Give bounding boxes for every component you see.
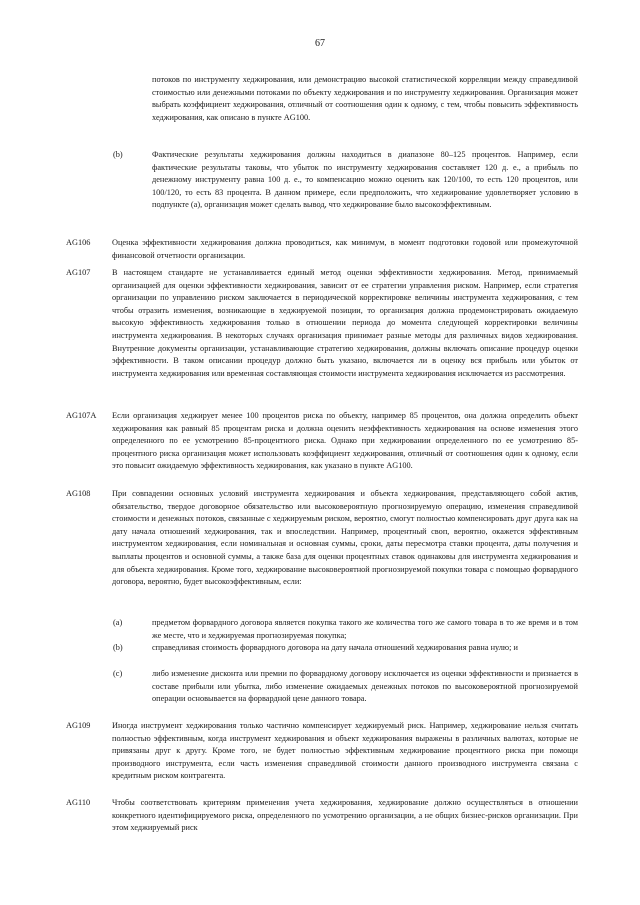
ag108-item-c-text: либо изменение дисконта или премии по форвардному договору исключается из оценки эффективности и признается в составе прибыли или убытка, либо изменение ожидаемых денежных потоков по высоковероятной прогнозируемой операции основывается на форвардной цене данного товара.: [152, 669, 578, 704]
paragraph-label-ag107: AG107: [66, 268, 91, 277]
paragraph-label-ag107a: AG107A: [66, 411, 97, 420]
paragraph-label-ag106: AG106: [66, 238, 91, 247]
intro-continuation: потоков по инструменту хеджирования, или демонстрацию высокой статистической корреляции между справедливой стоимостью или денежными потоками по объекту хеджирования и по инструменту хеджирования. Организация может выбрать коэффициент хеджирования, отличный от соотношения один к одному, с тем, чтобы повысить эффективность хеджирования, как описано в пункте AG100.: [152, 75, 578, 122]
page-number: 67: [315, 38, 325, 49]
paragraph-text-ag107: В настоящем стандарте не устанавливается единый метод оценки эффективности хеджирования. Метод, принимаемый организацией для оценки эффективности хеджирования, зависит от ее стратегии управления риском. Например, если стратегия организации по управлению риском заключается в периодической корректировке величины инструмента хеджирования, с тем чтобы отразить изменения, возникающие в хеджируемой позиции, то организация должна продемонстрировать ожидаемую высокую эффективность хеджирования только в отношении периода до момента следующей корректировки величины инструмента хеджирования. В некоторых случаях организация принимает разные методы для различных видов хеджирования. Внутренние документы организации, устанавливающие стратегию хеджирования, должны включать описание процедур оценки эффективности. В таком описании процедур должно быть указано, включается ли в оценку вся прибыль или убыток от инструмента хеджирования или временная составляющая стоимости инструмента хеджирования исключается из рассмотрения.: [112, 268, 578, 378]
item-b-label: (b): [113, 150, 123, 159]
paragraph-text-ag108: При совпадении основных условий инструмента хеджирования и объекта хеджирования, представляющего собой актив, обязательство, твердое договорное обязательство или высоковероятную прогнозируемую операцию, изменения справедливой стоимости и денежных потоков, связанные с хеджируемым риском, вероятно, смогут полностью компенсировать друг друга как на дату начала отношений хеджирования, так и впоследствии. Например, процентный своп, вероятно, окажется эффективным инструментом хеджирования, если номинальная и основная суммы, сроки, даты пересмотра ставки процента, даты получения и выплаты процентов и основной суммы, а также база для оценки процентных ставок одинаковы для инструмента хеджирования и для объекта хеджирования. Кроме того, хеджирование высоковероятной прогнозируемой покупки товара с помощью форвардного договора, вероятно, будет высокоэффективным, если:: [112, 489, 578, 587]
ag108-item-a-text: предметом форвардного договора является покупка такого же количества того же самого товара в то же время и в том же месте, что и хеджируемая прогнозируемая покупка;: [152, 618, 578, 640]
ag108-item-c-label: (c): [113, 669, 123, 678]
paragraph-label-ag109: AG109: [66, 721, 91, 730]
paragraph-text-ag109: Иногда инструмент хеджирования только частично компенсирует хеджируемый риск. Например, хеджирование нельзя считать полностью эффективным, когда инструмент хеджирования и объект хеджирования выражены в различных валютах, которые не привязаны друг к другу. Кроме того, не будет полностью эффективным хеджирование процентного риска при помощи производного инструмента, если часть изменения справедливой стоимости данного производного инструмента связана с кредитным риском контрагента.: [112, 721, 578, 781]
ag108-item-b-label: (b): [113, 643, 123, 652]
paragraph-text-ag106: Оценка эффективности хеджирования должна проводиться, как минимум, в момент подготовки годовой или промежуточной финансовой отчетности организации.: [112, 238, 578, 260]
paragraph-text-ag107a: Если организация хеджирует менее 100 процентов риска по объекту, например 85 процентов, она должна определить объект хеджирования как равный 85 процентам риска и должна оценить неэффективность хеджирования на основе изменения этого определенного по ее усмотрению 85-процентного риска. Однако при хеджировании определенного по ее усмотрению 85-процентного риска организация может использовать коэффициент хеджирования, отличный от соотношения один к одному, если это повысит ожидаемую эффективность хеджирования, как указано в пункте AG100.: [112, 411, 578, 471]
paragraph-text-ag110: Чтобы соответствовать критериям применения учета хеджирования, хеджирование должно осуществляться в отношении конкретного идентифицируемого риска, определенного по усмотрению организации, а не общих бизнес-рисков организации. При этом хеджируемый риск: [112, 798, 578, 833]
paragraph-label-ag108: AG108: [66, 489, 91, 498]
ag108-item-b-text: справедливая стоимость форвардного договора на дату начала отношений хеджирования равна нулю; и: [152, 643, 518, 652]
item-b-text: Фактические результаты хеджирования должны находиться в диапазоне 80–125 процентов. Например, если фактические результаты таковы, что убыток по инструменту хеджирования составляет 120 д. е., а прибыль по денежному инструменту равна 100 д. е., то компенсацию можно оценить как 120/100, то есть 120 процентов, или 100/120, то есть 83 процента. В данном примере, если предположить, что хеджирование удовлетворяет условию в подпункте (а), организация может сделать вывод, что хеджирование было высокоэффективным.: [152, 150, 578, 210]
ag108-item-a-label: (a): [113, 618, 123, 627]
paragraph-label-ag110: AG110: [66, 798, 91, 807]
